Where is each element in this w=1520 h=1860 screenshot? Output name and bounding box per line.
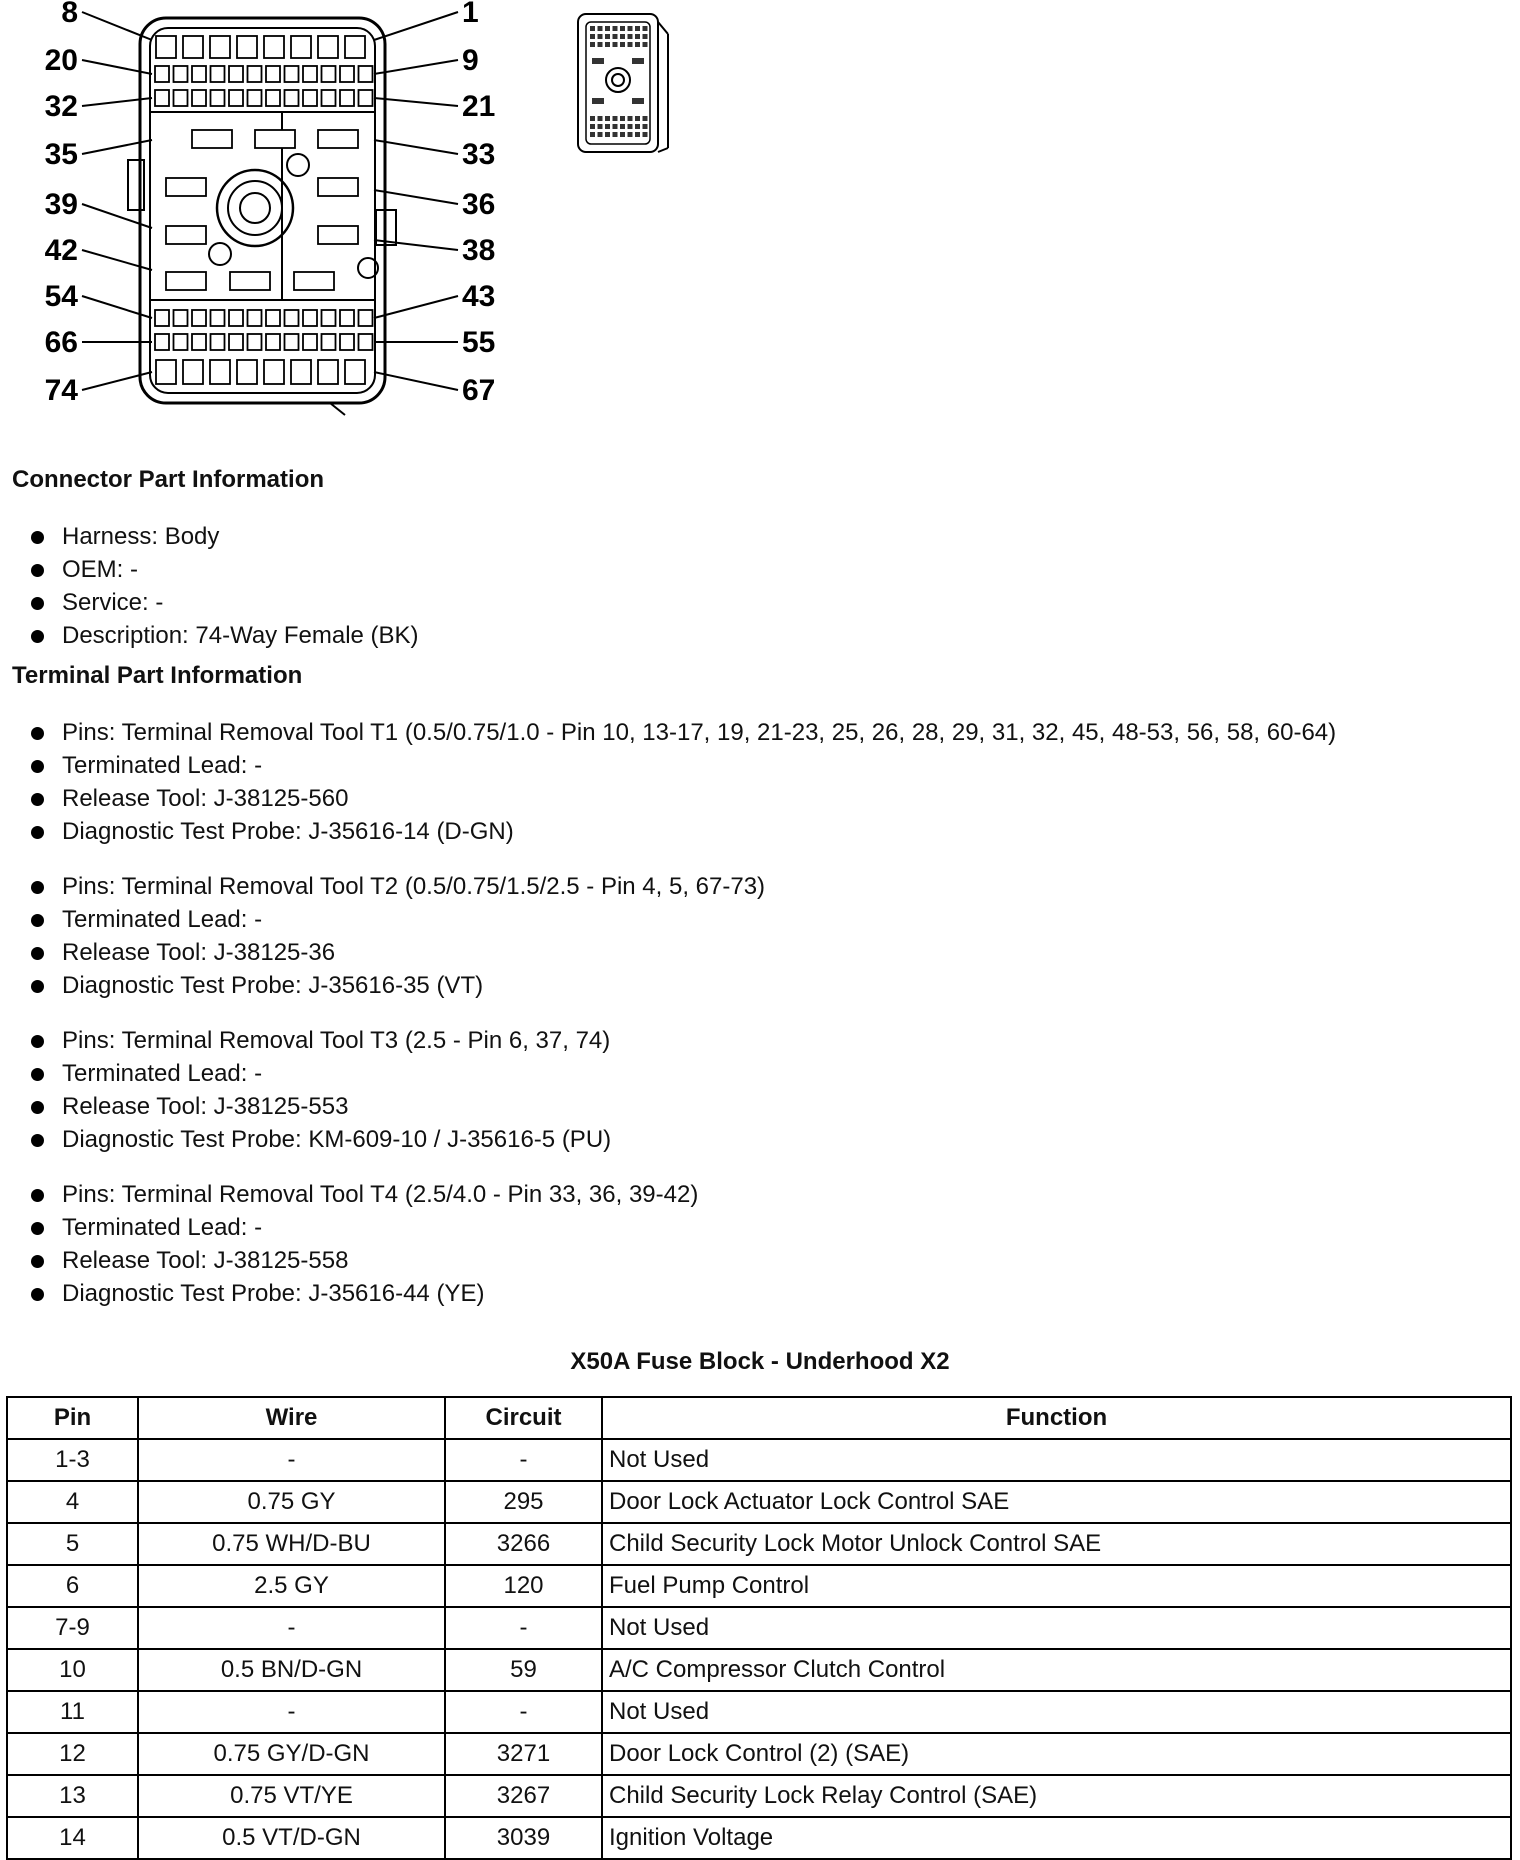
thumb-cavity bbox=[590, 116, 595, 121]
cell-pin: 7-9 bbox=[7, 1607, 138, 1649]
cell-circuit: 120 bbox=[445, 1565, 602, 1607]
pin-callout-label: 74 bbox=[44, 374, 78, 407]
cell-wire: 0.75 VT/YE bbox=[138, 1775, 445, 1817]
pin-callout-label: 35 bbox=[44, 138, 78, 171]
terminal-group-4 bbox=[28, 1178, 698, 1310]
thumb-cavity bbox=[598, 116, 603, 121]
cell-circuit: 295 bbox=[445, 1481, 602, 1523]
table-row bbox=[7, 1481, 1511, 1523]
list-item: Pins: Terminal Removal Tool T4 (2.5/4.0 - Pin 33, 36, 39-42) bbox=[28, 1178, 698, 1211]
thumb-cavity bbox=[605, 34, 610, 39]
cell-pin: 10 bbox=[7, 1649, 138, 1691]
thumb-cavity bbox=[643, 34, 648, 39]
thumb-cavity bbox=[635, 34, 640, 39]
terminal-cavity bbox=[303, 334, 317, 350]
list-item: Release Tool: J-38125-558 bbox=[28, 1244, 698, 1277]
cell-wire: 0.75 GY/D-GN bbox=[138, 1733, 445, 1775]
cell-circuit: 3267 bbox=[445, 1775, 602, 1817]
terminal-cavity bbox=[155, 334, 169, 350]
terminal-cavity bbox=[340, 334, 354, 350]
terminal-cavity bbox=[211, 66, 225, 82]
thumb-cavity bbox=[628, 34, 633, 39]
table-row bbox=[7, 1691, 1511, 1733]
cell-pin: 11 bbox=[7, 1691, 138, 1733]
terminal-cavity bbox=[192, 130, 232, 148]
list-item: Pins: Terminal Removal Tool T1 (0.5/0.75/1.0 - Pin 10, 13-17, 19, 21-23, 25, 26, 28, 29, 31, 32, 45, 48-53, 56, 58, 60-64) bbox=[28, 716, 1336, 749]
terminal-cavity bbox=[156, 36, 176, 58]
terminal-cavity bbox=[211, 334, 225, 350]
thumb-cavity bbox=[613, 124, 618, 129]
cell-wire: 2.5 GY bbox=[138, 1565, 445, 1607]
pin-callout-label: 32 bbox=[44, 90, 78, 123]
cell-circuit: 3039 bbox=[445, 1817, 602, 1859]
thumb-cavity bbox=[598, 132, 603, 137]
list-item: Terminated Lead: - bbox=[28, 903, 765, 936]
thumb-cavity bbox=[620, 132, 625, 137]
terminal-cavity bbox=[340, 66, 354, 82]
pin-callout-label: 21 bbox=[462, 90, 496, 123]
thumb-cavity bbox=[590, 124, 595, 129]
list-item: Service: - bbox=[28, 586, 419, 619]
cell-function: Not Used bbox=[602, 1439, 1511, 1481]
cell-pin: 12 bbox=[7, 1733, 138, 1775]
thumb-cavity bbox=[643, 42, 648, 47]
cell-circuit: - bbox=[445, 1607, 602, 1649]
cell-circuit: 3266 bbox=[445, 1523, 602, 1565]
terminal-cavity bbox=[174, 90, 188, 106]
terminal-cavity bbox=[174, 66, 188, 82]
terminal-group-1 bbox=[28, 716, 1336, 848]
terminal-cavity bbox=[285, 66, 299, 82]
thumb-cavity bbox=[613, 26, 618, 31]
terminal-cavity bbox=[229, 310, 243, 326]
terminal-cavity bbox=[303, 90, 317, 106]
terminal-cavity bbox=[155, 90, 169, 106]
terminal-cavity bbox=[192, 310, 206, 326]
thumb-cavity bbox=[628, 116, 633, 121]
list-item: Release Tool: J-38125-553 bbox=[28, 1090, 611, 1123]
cell-function: Ignition Voltage bbox=[602, 1817, 1511, 1859]
thumb-cavity bbox=[643, 116, 648, 121]
terminal-cavity bbox=[237, 36, 257, 58]
terminal-cavity bbox=[248, 90, 262, 106]
connector-info-title: Connector Part Information bbox=[12, 466, 325, 493]
terminal-cavity bbox=[192, 66, 206, 82]
cell-wire: 0.5 BN/D-GN bbox=[138, 1649, 445, 1691]
cell-wire: - bbox=[138, 1607, 445, 1649]
pin-callout-label: 8 bbox=[61, 0, 78, 29]
terminal-info-title: Terminal Part Information bbox=[12, 662, 303, 689]
list-item: Diagnostic Test Probe: KM-609-10 / J-35616-5 (PU) bbox=[28, 1123, 611, 1156]
pin-callout-label: 33 bbox=[462, 138, 496, 171]
terminal-cavity bbox=[264, 360, 284, 384]
terminal-cavity bbox=[211, 90, 225, 106]
list-item: Release Tool: J-38125-36 bbox=[28, 936, 765, 969]
pin-callout-label: 42 bbox=[44, 234, 78, 267]
terminal-cavity bbox=[255, 130, 295, 148]
terminal-cavity bbox=[210, 360, 230, 384]
terminal-cavity bbox=[248, 310, 262, 326]
callout-leader-line bbox=[374, 296, 458, 318]
thumb-cavity bbox=[635, 116, 640, 121]
cell-function: A/C Compressor Clutch Control bbox=[602, 1649, 1511, 1691]
table-row bbox=[7, 1523, 1511, 1565]
cell-function: Door Lock Control (2) (SAE) bbox=[602, 1733, 1511, 1775]
cell-function: Fuel Pump Control bbox=[602, 1565, 1511, 1607]
terminal-cavity bbox=[359, 90, 373, 106]
thumb-cavity bbox=[635, 124, 640, 129]
cell-wire: 0.5 VT/D-GN bbox=[138, 1817, 445, 1859]
cell-pin: 5 bbox=[7, 1523, 138, 1565]
thumb-cavity bbox=[635, 26, 640, 31]
terminal-cavity bbox=[303, 310, 317, 326]
list-item: Terminated Lead: - bbox=[28, 1057, 611, 1090]
thumb-cavity bbox=[590, 34, 595, 39]
list-item: Diagnostic Test Probe: J-35616-14 (D-GN) bbox=[28, 815, 1336, 848]
thumb-cavity bbox=[628, 132, 633, 137]
thumb-cavity bbox=[590, 26, 595, 31]
terminal-cavity bbox=[291, 36, 311, 58]
table-row bbox=[7, 1817, 1511, 1859]
terminal-cavity bbox=[166, 272, 206, 290]
cell-pin: 6 bbox=[7, 1565, 138, 1607]
terminal-cavity bbox=[237, 360, 257, 384]
pin-callout-label: 67 bbox=[462, 374, 496, 407]
pin-callout-label: 39 bbox=[44, 188, 78, 221]
thumb-cavity bbox=[613, 132, 618, 137]
thumb-cavity bbox=[613, 116, 618, 121]
cell-wire: - bbox=[138, 1691, 445, 1733]
thumb-cavity bbox=[613, 34, 618, 39]
thumb-cavity bbox=[643, 26, 648, 31]
callout-leader-line bbox=[374, 372, 458, 390]
thumb-cavity bbox=[605, 124, 610, 129]
pin-callout-label: 43 bbox=[462, 280, 496, 313]
callout-leader-line bbox=[82, 12, 152, 40]
header-circuit: Circuit bbox=[445, 1397, 602, 1439]
terminal-cavity bbox=[294, 272, 334, 290]
connector-face-diagram bbox=[0, 0, 520, 420]
list-item: Diagnostic Test Probe: J-35616-35 (VT) bbox=[28, 969, 765, 1002]
table-header-row bbox=[7, 1397, 1511, 1439]
header-function: Function bbox=[602, 1397, 1511, 1439]
cell-circuit: - bbox=[445, 1439, 602, 1481]
terminal-cavity bbox=[345, 36, 365, 58]
list-item: OEM: - bbox=[28, 553, 419, 586]
cell-circuit: 59 bbox=[445, 1649, 602, 1691]
cell-pin: 13 bbox=[7, 1775, 138, 1817]
terminal-cavity bbox=[285, 334, 299, 350]
pin-callout-label: 20 bbox=[44, 44, 78, 77]
thumb-cavity bbox=[598, 34, 603, 39]
cell-function: Door Lock Actuator Lock Control SAE bbox=[602, 1481, 1511, 1523]
terminal-cavity bbox=[285, 90, 299, 106]
thumb-cavity bbox=[605, 42, 610, 47]
terminal-cavity bbox=[264, 36, 284, 58]
terminal-cavity bbox=[318, 226, 358, 244]
terminal-cavity bbox=[166, 226, 206, 244]
table-row bbox=[7, 1733, 1511, 1775]
thumb-cavity bbox=[628, 124, 633, 129]
cell-function: Child Security Lock Relay Control (SAE) bbox=[602, 1775, 1511, 1817]
terminal-cavity bbox=[229, 66, 243, 82]
table-row bbox=[7, 1439, 1511, 1481]
pin-callout-label: 66 bbox=[44, 326, 78, 359]
cell-function: Not Used bbox=[602, 1607, 1511, 1649]
terminal-cavity bbox=[303, 66, 317, 82]
list-item: Harness: Body bbox=[28, 520, 419, 553]
terminal-cavity bbox=[359, 66, 373, 82]
list-item: Pins: Terminal Removal Tool T3 (2.5 - Pin 6, 37, 74) bbox=[28, 1024, 611, 1057]
table-row bbox=[7, 1649, 1511, 1691]
thumb-cavity bbox=[620, 42, 625, 47]
terminal-cavity bbox=[291, 360, 311, 384]
terminal-cavity bbox=[322, 334, 336, 350]
terminal-cavity bbox=[210, 36, 230, 58]
pin-callout-label: 55 bbox=[462, 326, 496, 359]
thumb-cavity bbox=[643, 124, 648, 129]
cell-pin: 4 bbox=[7, 1481, 138, 1523]
header-pin: Pin bbox=[7, 1397, 138, 1439]
thumb-cavity bbox=[620, 34, 625, 39]
terminal-cavity bbox=[174, 334, 188, 350]
thumb-cavity bbox=[590, 42, 595, 47]
terminal-cavity bbox=[183, 36, 203, 58]
terminal-cavity bbox=[183, 360, 203, 384]
thumb-cavity bbox=[605, 132, 610, 137]
cell-wire: - bbox=[138, 1439, 445, 1481]
thumb-cavity bbox=[635, 132, 640, 137]
thumb-cavity bbox=[613, 42, 618, 47]
list-item: Pins: Terminal Removal Tool T2 (0.5/0.75/1.5/2.5 - Pin 4, 5, 67-73) bbox=[28, 870, 765, 903]
terminal-cavity bbox=[322, 90, 336, 106]
terminal-cavity bbox=[345, 360, 365, 384]
callout-leader-line bbox=[374, 60, 458, 74]
callout-leader-line bbox=[374, 140, 458, 154]
terminal-cavity bbox=[266, 66, 280, 82]
table-row bbox=[7, 1565, 1511, 1607]
callout-leader-line bbox=[374, 190, 458, 204]
cell-function: Not Used bbox=[602, 1691, 1511, 1733]
cell-wire: 0.75 GY bbox=[138, 1481, 445, 1523]
connector-3d-thumbnail bbox=[560, 8, 680, 158]
terminal-cavity bbox=[174, 310, 188, 326]
thumb-cavity bbox=[620, 116, 625, 121]
cell-wire: 0.75 WH/D-BU bbox=[138, 1523, 445, 1565]
thumb-cavity bbox=[590, 132, 595, 137]
cell-pin: 1-3 bbox=[7, 1439, 138, 1481]
pin-callout-label: 1 bbox=[462, 0, 479, 29]
pin-callout-label: 54 bbox=[44, 280, 78, 313]
thumb-cavity bbox=[605, 116, 610, 121]
terminal-cavity bbox=[229, 90, 243, 106]
terminal-cavity bbox=[155, 66, 169, 82]
thumb-cavity bbox=[598, 26, 603, 31]
list-item: Terminated Lead: - bbox=[28, 1211, 698, 1244]
thumb-cavity bbox=[643, 132, 648, 137]
thumb-cavity bbox=[628, 42, 633, 47]
terminal-cavity bbox=[266, 334, 280, 350]
table-title: X50A Fuse Block - Underhood X2 bbox=[570, 1348, 950, 1375]
terminal-cavity bbox=[322, 310, 336, 326]
terminal-cavity bbox=[285, 310, 299, 326]
callout-leader-line bbox=[374, 98, 458, 106]
list-item: Release Tool: J-38125-560 bbox=[28, 782, 1336, 815]
thumb-cavity bbox=[605, 26, 610, 31]
thumb-cavity bbox=[598, 124, 603, 129]
thumb-cavity bbox=[620, 124, 625, 129]
terminal-cavity bbox=[166, 178, 206, 196]
terminal-cavity bbox=[192, 334, 206, 350]
terminal-cavity bbox=[211, 310, 225, 326]
terminal-group-2 bbox=[28, 870, 765, 1002]
thumb-cavity bbox=[592, 58, 604, 64]
terminal-cavity bbox=[156, 360, 176, 384]
thumb-cavity bbox=[620, 26, 625, 31]
callout-leader-line bbox=[374, 12, 458, 40]
table-row bbox=[7, 1607, 1511, 1649]
terminal-cavity bbox=[229, 334, 243, 350]
cell-function: Child Security Lock Motor Unlock Control SAE bbox=[602, 1523, 1511, 1565]
header-wire: Wire bbox=[138, 1397, 445, 1439]
thumb-cavity bbox=[632, 58, 644, 64]
thumb-cavity bbox=[592, 98, 604, 104]
list-item: Description: 74-Way Female (BK) bbox=[28, 619, 419, 652]
terminal-cavity bbox=[318, 130, 358, 148]
pin-table bbox=[6, 1396, 1512, 1860]
terminal-cavity bbox=[340, 90, 354, 106]
terminal-cavity bbox=[266, 310, 280, 326]
thumb-cavity bbox=[628, 26, 633, 31]
table-row bbox=[7, 1775, 1511, 1817]
terminal-cavity bbox=[192, 90, 206, 106]
pin-callout-label: 9 bbox=[462, 44, 479, 77]
terminal-cavity bbox=[266, 90, 280, 106]
terminal-cavity bbox=[318, 178, 358, 196]
terminal-cavity bbox=[359, 310, 373, 326]
pin-callout-label: 36 bbox=[462, 188, 496, 221]
cell-circuit: - bbox=[445, 1691, 602, 1733]
pin-callout-label: 38 bbox=[462, 234, 496, 267]
terminal-cavity bbox=[318, 36, 338, 58]
connector-info-list bbox=[28, 520, 419, 652]
thumb-cavity bbox=[632, 98, 644, 104]
terminal-group-3 bbox=[28, 1024, 611, 1156]
terminal-cavity bbox=[322, 66, 336, 82]
terminal-cavity bbox=[155, 310, 169, 326]
thumb-cavity bbox=[635, 42, 640, 47]
cell-circuit: 3271 bbox=[445, 1733, 602, 1775]
terminal-cavity bbox=[340, 310, 354, 326]
thumb-cavity bbox=[598, 42, 603, 47]
cell-pin: 14 bbox=[7, 1817, 138, 1859]
terminal-cavity bbox=[318, 360, 338, 384]
terminal-cavity bbox=[248, 334, 262, 350]
terminal-cavity bbox=[230, 272, 270, 290]
list-item: Diagnostic Test Probe: J-35616-44 (YE) bbox=[28, 1277, 698, 1310]
terminal-cavity bbox=[359, 334, 373, 350]
list-item: Terminated Lead: - bbox=[28, 749, 1336, 782]
terminal-cavity bbox=[248, 66, 262, 82]
